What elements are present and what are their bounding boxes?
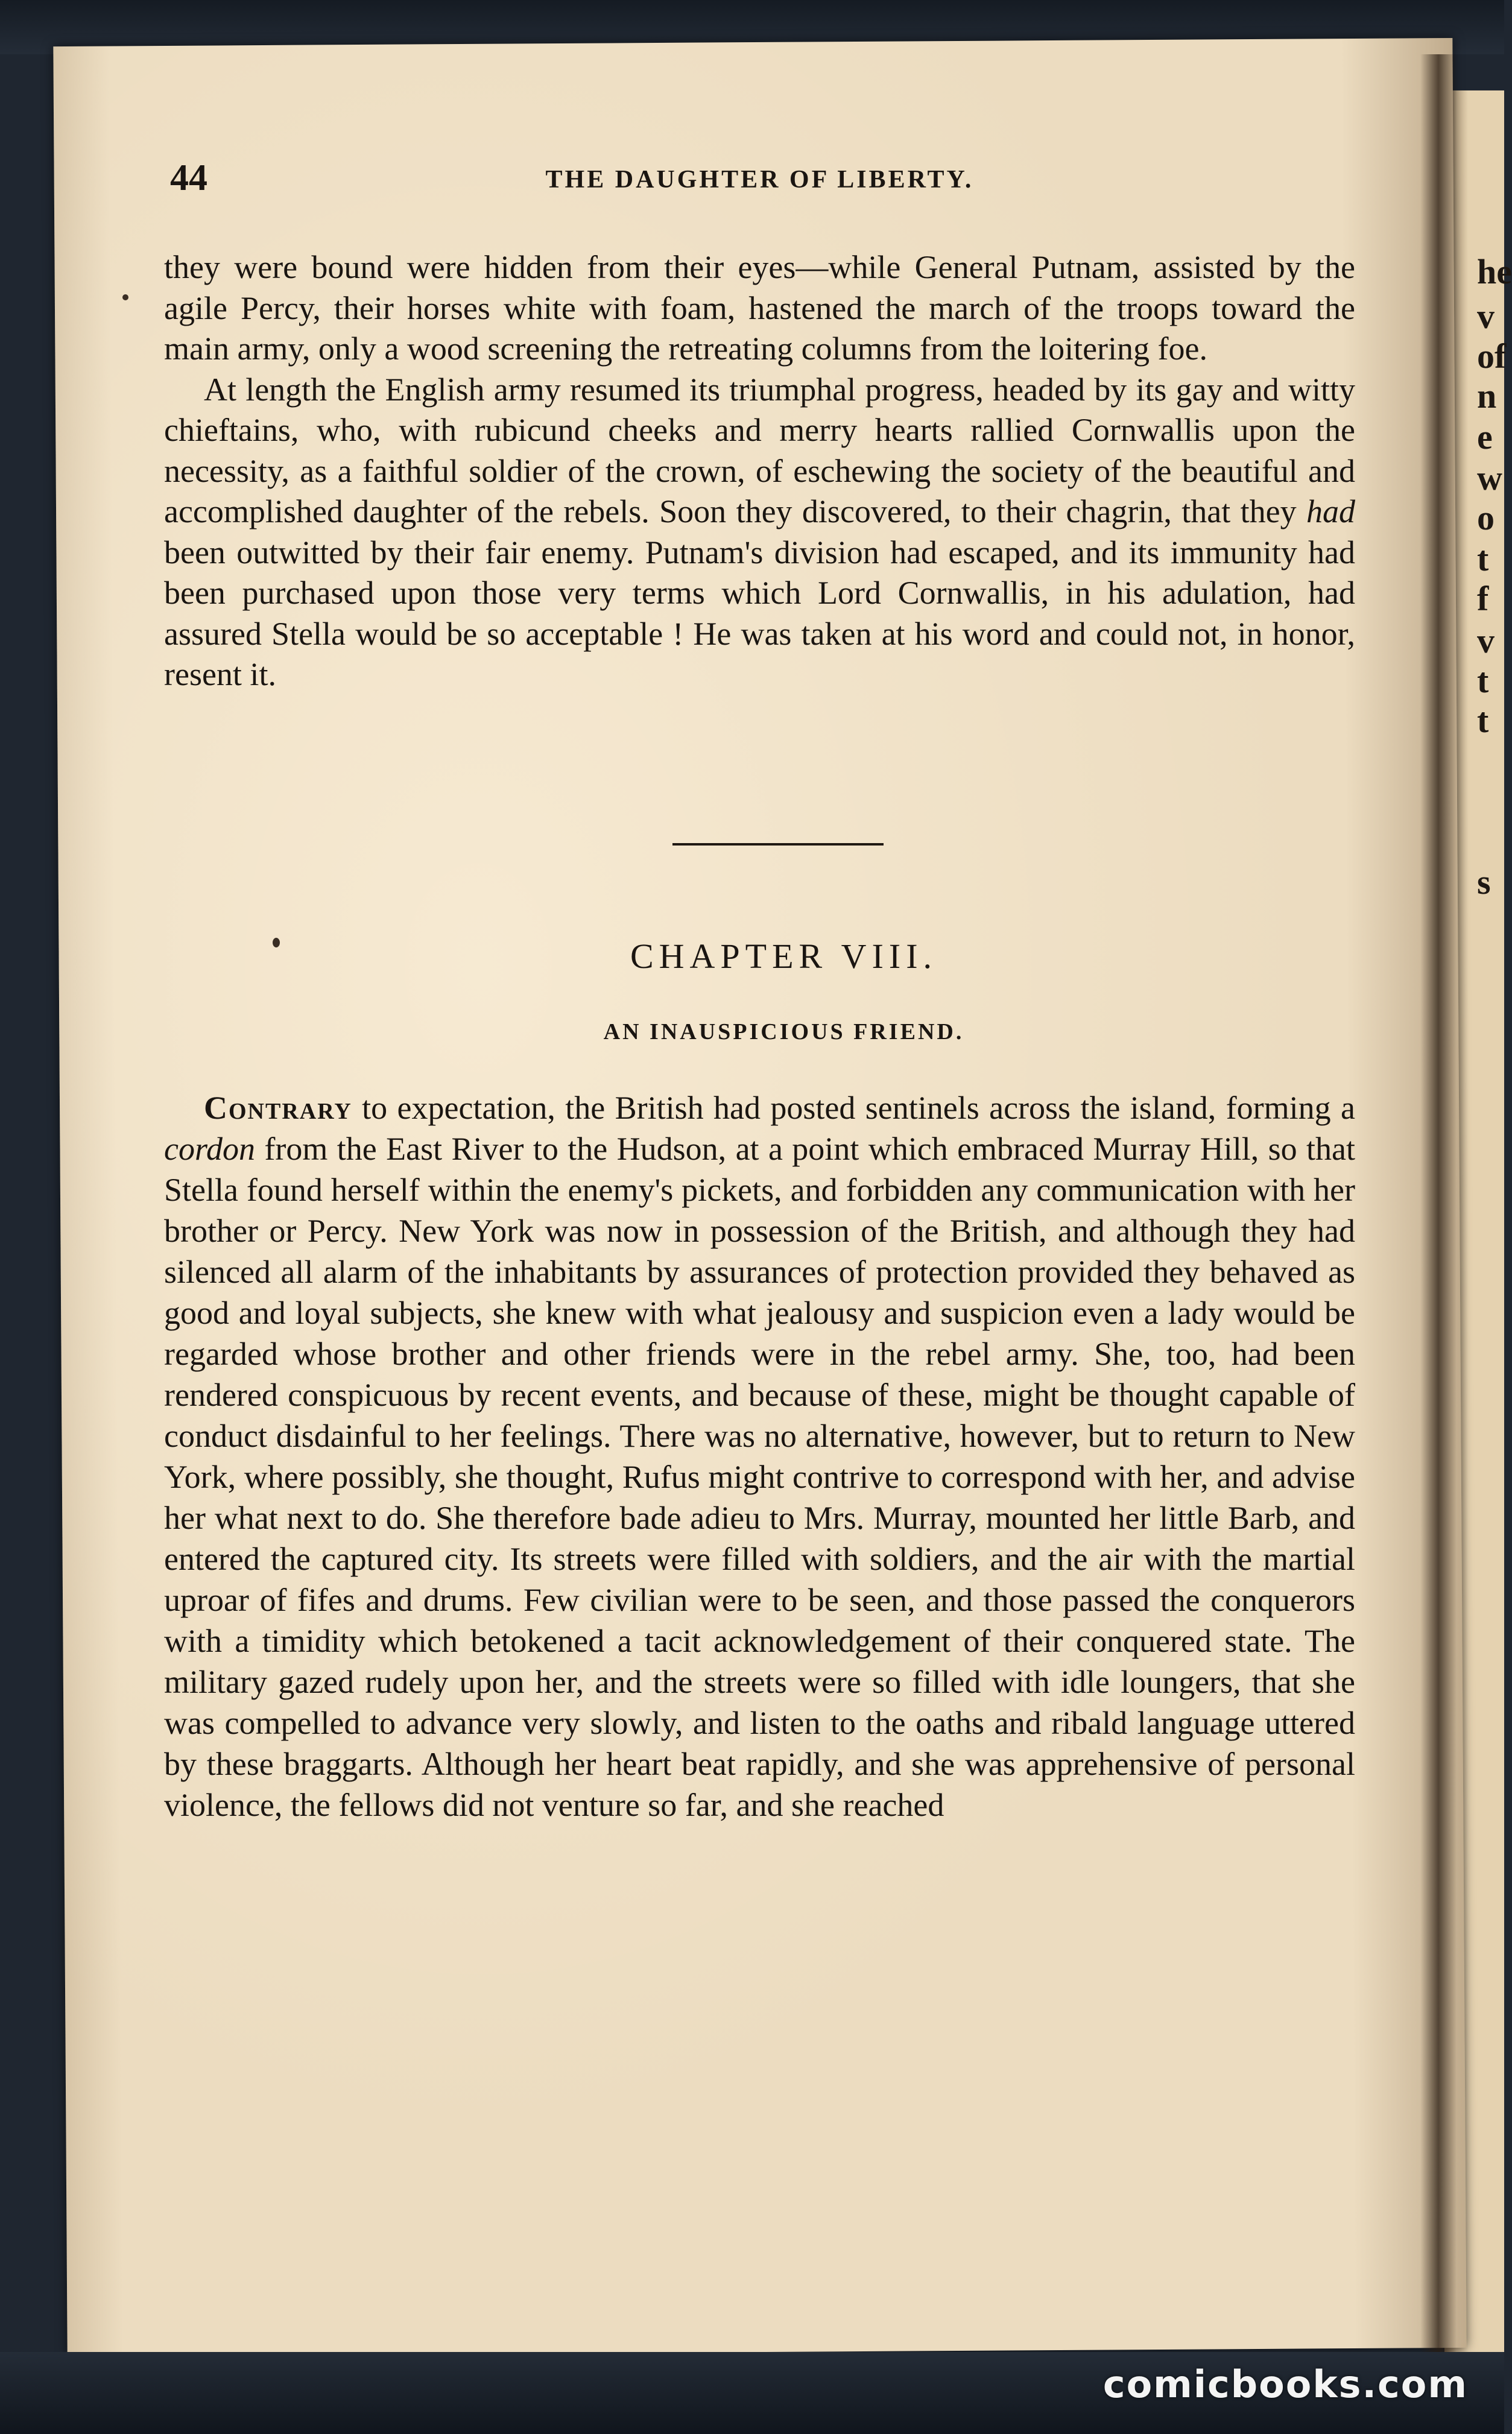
section-divider	[672, 843, 884, 846]
next-page-fragment: o	[1477, 498, 1495, 537]
ink-speck	[122, 294, 128, 300]
next-page-fragment: t	[1477, 701, 1489, 740]
page-content	[164, 145, 1355, 1826]
chapter-text: to expectation, the British had posted sentinels across the island, forming a	[352, 1089, 1355, 1126]
chapter-paragraph	[164, 1087, 1355, 1826]
page-number: 44	[170, 157, 207, 198]
next-page-fragment: w	[1477, 458, 1502, 498]
paragraph-continuation: they were bound were hidden from their eyes—while General Putnam, assisted by the agile Percy, their horses white with foam, hastened the march of the troops toward the main army, only a wood screening the retreating columns from the loitering foe.	[164, 249, 1355, 367]
paragraph-text: been outwitted by their fair enemy. Putnam's division had escaped, and its immunity had been purchased upon those very terms which Lord Cornwallis, in his adulation, had assured Stella would be so acceptable ! He was taken at his word and could not, in honor, resent it.	[164, 534, 1355, 692]
chapter-body	[164, 1087, 1355, 1826]
next-page-fragment: of	[1477, 337, 1507, 376]
page-gutter-shadow	[1420, 54, 1457, 2358]
chapter-subtitle: AN INAUSPICIOUS FRIEND.	[603, 1019, 964, 1045]
next-page-fragment: v	[1477, 621, 1495, 660]
emphasis-cordon: cordon	[164, 1130, 255, 1167]
next-page-fragment: v	[1477, 297, 1495, 336]
next-page-fragment: n	[1477, 376, 1497, 416]
chapter-opening-word: Contrary	[204, 1089, 352, 1126]
chapter-text: from the East River to the Hudson, at a point which embraced Murray Hill, so that Stella found herself within the enemy's pickets, and forbidden any communication with her brother or Percy. New York was now in possession of the British, and although they had silenced all alarm of the inhabitants by assurances of protection provided they behaved as good and loyal subjects, she knew with what jealousy and suspicion even a lady would be regarded whose brother and other friends were in the rebel army. She, too, had been rendered conspicuous by recent events, and because of these, might be thought capable of conduct disdainful to her feelings. There was no alternative, however, but to return to New York, where possibly, she thought, Rufus might contrive to correspond with her, and advise her what next to do. She therefore bade adieu to Mrs. Murray, mounted her little Barb, and entered the captured city. Its streets were filled with soldiers, and the air with the martial uproar of fifes and drums. Few civilian were to be seen, and those passed the conquerors with a timidity which betokened a tacit acknowledgement of their conquered state. The military gazed rudely upon her, and the streets were so filled with idle loungers, that she was compelled to advance very slowly, and listen to the oaths and ribald language uttered by these braggarts. Although her heart beat rapidly, and she was apprehensive of personal violence, the fellows did not venture so far, and she reached	[164, 1130, 1355, 1823]
ink-speck	[273, 938, 280, 947]
emphasis-had: had	[1306, 493, 1355, 529]
paragraph-cornwallis	[164, 370, 1355, 695]
running-head	[164, 145, 1355, 205]
next-page-fragment: e	[1477, 417, 1493, 457]
next-page-fragment: s	[1477, 862, 1491, 902]
running-title: THE DAUGHTER OF LIBERTY.	[545, 166, 974, 194]
next-page-fragment: t	[1477, 539, 1489, 578]
next-page-fragment: he	[1477, 252, 1512, 291]
next-page-fragment: f	[1477, 579, 1489, 618]
chapter-title: CHAPTER VIII.	[630, 936, 938, 976]
paragraph-text: At length the English army resumed its triumphal progress, headed by its gay and witty chieftains, who, with rubicund cheeks and merry hearts rallied Cornwallis upon the necessity, as a faithful soldier of the crown, of eschewing the society of the beautiful and accomplished daughter of the rebels. Soon they discovered, to their chagrin, that they	[164, 371, 1355, 529]
watermark-logo: comicbooks.com	[1102, 2362, 1468, 2406]
next-page-fragment: t	[1477, 661, 1489, 700]
